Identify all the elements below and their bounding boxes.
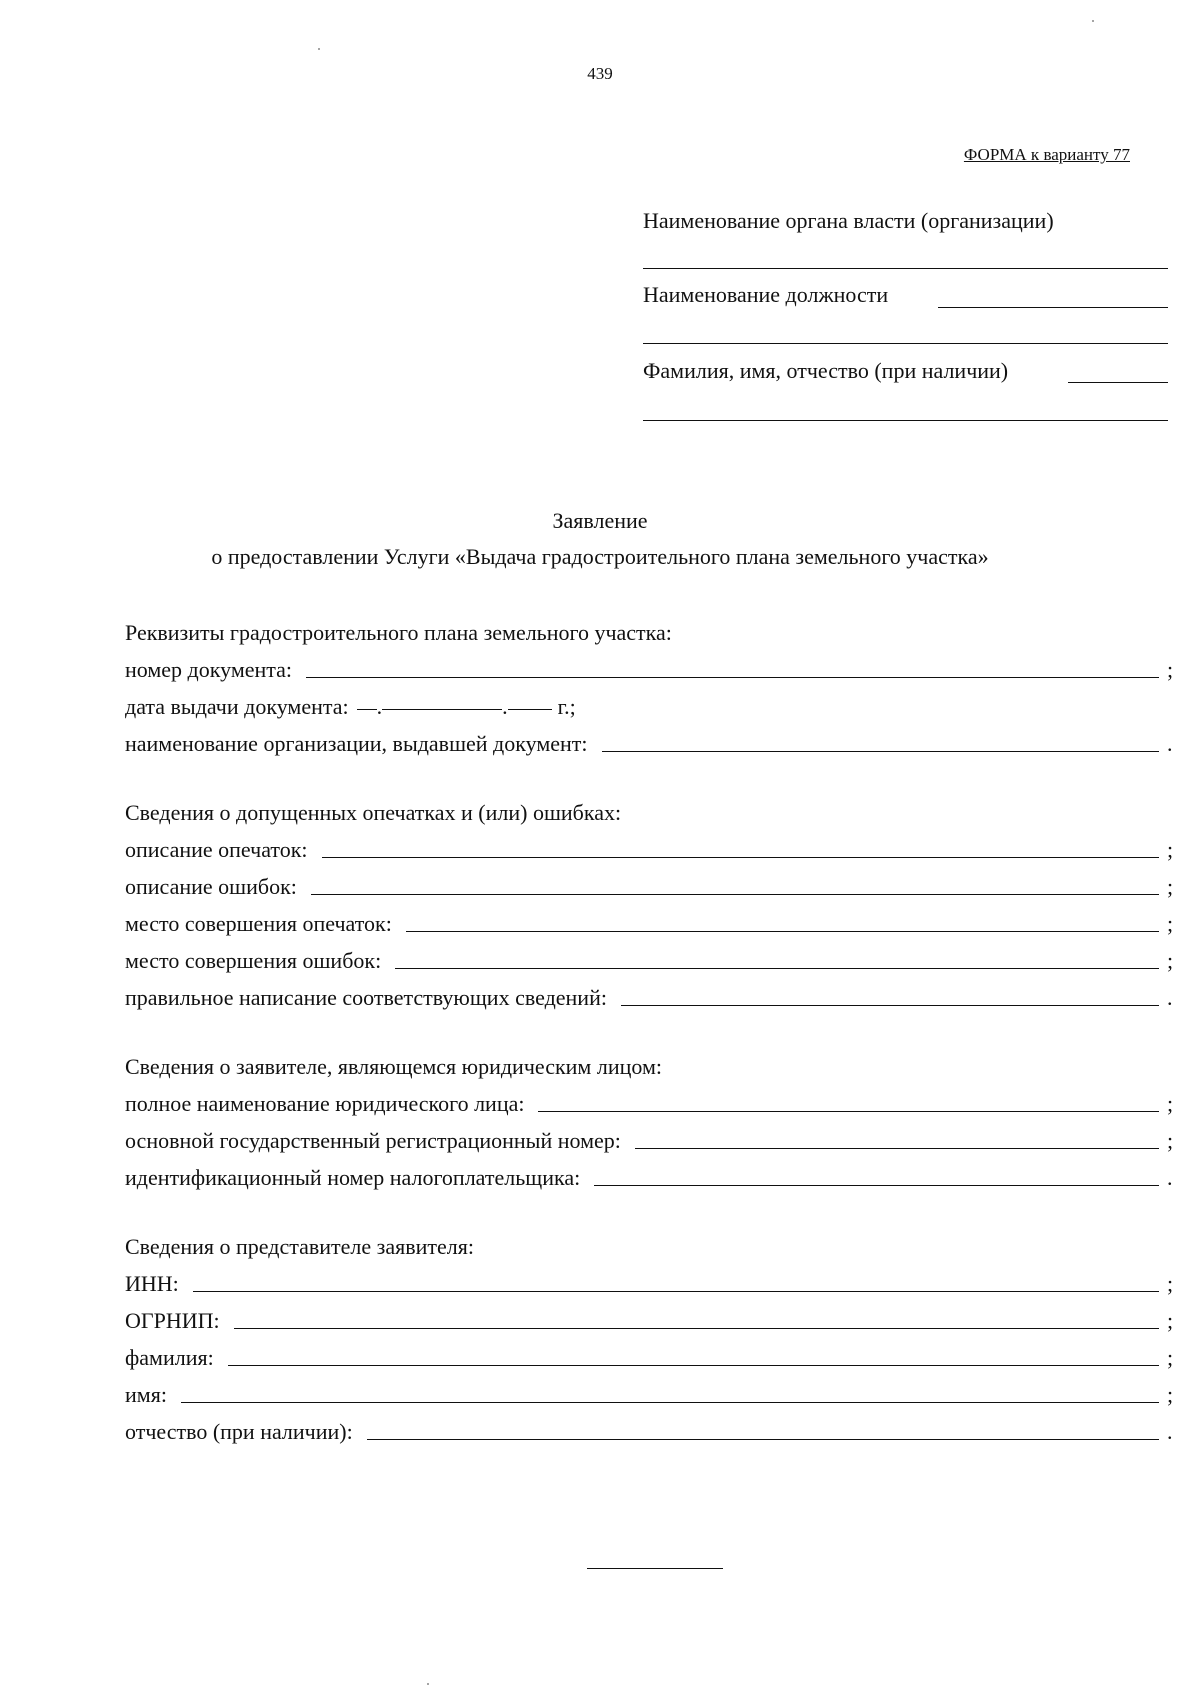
fio-field[interactable]: [1068, 382, 1168, 383]
position-field[interactable]: [938, 307, 1168, 308]
issuer-row: [125, 729, 1175, 757]
rep-patronymic-row: [125, 1417, 1175, 1445]
errors-desc-row: [125, 872, 1175, 900]
document-subtitle: о предоставлении Услуги «Выдача градостроительного плана земельного участка»: [211, 544, 989, 569]
ogrn-field[interactable]: [635, 1147, 1159, 1149]
legal-name-field[interactable]: [538, 1110, 1159, 1112]
row-end-period: .: [1167, 731, 1173, 756]
issue-year-field[interactable]: [508, 708, 552, 710]
rep-name-row: [125, 1380, 1175, 1408]
issue-day-field[interactable]: [357, 708, 377, 710]
row-end-semicolon: ;: [1167, 1345, 1174, 1370]
rep-patronymic-field[interactable]: [367, 1438, 1159, 1440]
page-number: 439: [587, 64, 613, 83]
rep-surname-row: [125, 1343, 1175, 1371]
authority-name-label: Наименование органа власти (организации): [643, 208, 1054, 233]
issue-month-field[interactable]: [382, 708, 502, 710]
fio-field-extra[interactable]: [643, 420, 1168, 421]
typos-desc-label: описание опечаток:: [125, 837, 308, 862]
legal-inn-field[interactable]: [594, 1184, 1159, 1186]
errors-place-label: место совершения ошибок:: [125, 948, 382, 973]
scan-speck: [1092, 20, 1094, 22]
rep-surname-label: фамилия:: [125, 1345, 214, 1370]
correct-field[interactable]: [621, 1004, 1159, 1006]
legal-inn-row: [125, 1163, 1175, 1191]
rep-ogrnip-label: ОГРНИП:: [125, 1308, 220, 1333]
typos-desc-row: [125, 835, 1175, 863]
doc-number-row: [125, 655, 1175, 683]
errors-desc-field[interactable]: [311, 893, 1159, 895]
issue-date-label: дата выдачи документа:: [125, 694, 349, 719]
document-title: Заявление: [552, 508, 648, 533]
closing-rule: [587, 1568, 723, 1569]
row-end-period: .: [1167, 1165, 1173, 1190]
correct-row: [125, 983, 1175, 1011]
rep-surname-field[interactable]: [228, 1364, 1159, 1366]
row-end-semicolon: ;: [1167, 657, 1174, 682]
row-end-semicolon: ;: [1167, 1271, 1174, 1296]
typos-desc-field[interactable]: [322, 856, 1159, 858]
date-separator: .: [376, 694, 383, 719]
errors-desc-label: описание ошибок:: [125, 874, 297, 899]
legal-inn-label: идентификационный номер налогоплательщика:: [125, 1165, 581, 1190]
errors-heading: Сведения о допущенных опечатках и (или) ошибках:: [125, 800, 622, 825]
rep-patronymic-label: отчество (при наличии):: [125, 1419, 353, 1444]
rep-name-field[interactable]: [181, 1401, 1159, 1403]
doc-number-label: номер документа:: [125, 657, 293, 682]
correct-label: правильное написание соответствующих сведений:: [125, 985, 607, 1010]
row-end-semicolon: ;: [1167, 948, 1174, 973]
rep-inn-row: [125, 1269, 1175, 1297]
issue-date-year-suffix: г.;: [557, 694, 576, 719]
issue-date-field[interactable]: [357, 694, 552, 720]
row-end-semicolon: ;: [1167, 1091, 1174, 1116]
issue-date-row: [125, 692, 1175, 720]
typos-place-field[interactable]: [406, 930, 1159, 932]
typos-place-row: [125, 909, 1175, 937]
authority-name-field[interactable]: [643, 268, 1168, 269]
position-field-extra[interactable]: [643, 343, 1168, 344]
row-end-semicolon: ;: [1167, 1308, 1174, 1333]
row-end-semicolon: ;: [1167, 874, 1174, 899]
position-label: Наименование должности: [643, 282, 889, 307]
scan-speck: [427, 1683, 429, 1685]
row-end-semicolon: ;: [1167, 837, 1174, 862]
doc-number-field[interactable]: [306, 676, 1159, 678]
row-end-semicolon: ;: [1167, 1128, 1174, 1153]
representative-heading: Сведения о представителе заявителя:: [125, 1234, 474, 1259]
fio-label: Фамилия, имя, отчество (при наличии): [643, 358, 1009, 383]
row-end-period: .: [1167, 1419, 1173, 1444]
ogrn-row: [125, 1126, 1175, 1154]
issuer-field[interactable]: [602, 750, 1159, 752]
rep-name-label: имя:: [125, 1382, 167, 1407]
row-end-semicolon: ;: [1167, 911, 1174, 936]
legal-name-label: полное наименование юридического лица:: [125, 1091, 525, 1116]
scan-speck: [318, 48, 320, 50]
ogrn-label: основной государственный регистрационный номер:: [125, 1128, 621, 1153]
row-end-semicolon: ;: [1167, 1382, 1174, 1407]
legal-entity-heading: Сведения о заявителе, являющемся юридическим лицом:: [125, 1054, 662, 1079]
rep-ogrnip-row: [125, 1306, 1175, 1334]
typos-place-label: место совершения опечаток:: [125, 911, 392, 936]
row-end-period: .: [1167, 985, 1173, 1010]
errors-place-field[interactable]: [395, 967, 1159, 969]
plan-requisites-heading: Реквизиты градостроительного плана земельного участка:: [125, 620, 672, 645]
rep-ogrnip-field[interactable]: [234, 1327, 1159, 1329]
errors-place-row: [125, 946, 1175, 974]
rep-inn-field[interactable]: [193, 1290, 1159, 1292]
rep-inn-label: ИНН:: [125, 1271, 179, 1296]
form-reference: ФОРМА к варианту 77: [963, 145, 1130, 164]
legal-name-row: [125, 1089, 1175, 1117]
issuer-label: наименование организации, выдавшей документ:: [125, 731, 588, 756]
date-separator: .: [502, 694, 508, 719]
